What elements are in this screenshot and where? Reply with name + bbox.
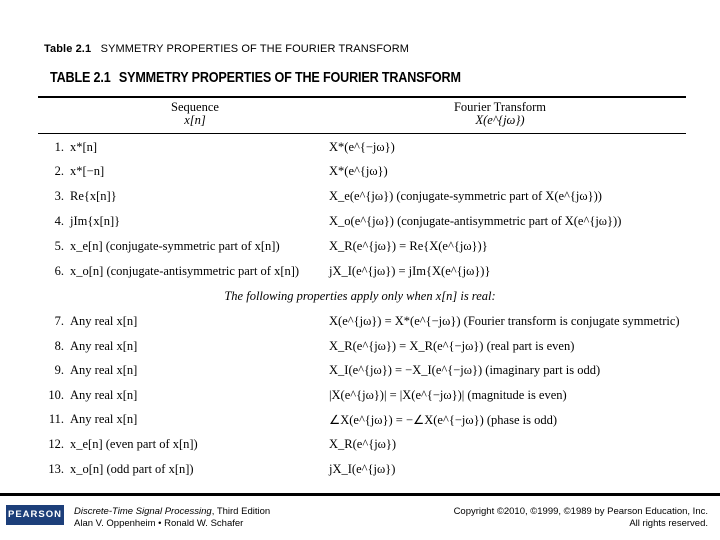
table-top-rule [38,96,686,98]
row-sequence: x*[n] [70,140,98,154]
row-transform: |X(e^{jω})| = |X(e^{−jω})| (magnitude is even) [329,388,567,402]
row-transform: X_R(e^{jω}) [329,437,397,451]
row-transform: X_R(e^{jω}) = X_R(e^{−jω}) (real part is even) [329,339,575,353]
book-title: Discrete-Time Signal Processing [74,506,212,517]
row-number: 10. [48,388,64,402]
rights-text: All rights reserved. [629,518,708,529]
row-sequence: Any real x[n] [70,363,138,377]
table-row [0,339,720,359]
column-header-sequence-label: Sequence [171,100,219,114]
row-transform: X_e(e^{jω}) (conjugate-symmetric part of X(e^{jω})) [329,189,602,203]
row-transform: X_R(e^{jω}) = Re{X(e^{jω})} [329,239,488,253]
slide-title-text: SYMMETRY PROPERTIES OF THE FOURIER TRANSFORM [100,43,410,55]
row-sequence: Any real x[n] [70,388,138,402]
row-transform: X_o(e^{jω}) (conjugate-antisymmetric part of X(e^{jω})) [329,214,622,228]
row-sequence: jIm{x[n]} [70,214,121,228]
column-header-sequence [150,101,240,127]
row-number: 12. [48,437,64,451]
row-number: 6. [54,264,64,278]
row-transform: jX_I(e^{jω}) [329,462,396,476]
footer-copyright [454,506,708,530]
row-sequence: Any real x[n] [70,314,138,328]
table-row [0,140,720,160]
column-header-transform-sub: X(e^{jω}) [475,113,525,127]
row-number: 13. [48,462,64,476]
column-header-sequence-sub: x[n] [184,113,206,127]
row-number: 1. [54,140,64,154]
column-header-transform-label: Fourier Transform [453,100,547,114]
table-row [0,314,720,334]
table-row [0,437,720,457]
table-row [0,214,720,234]
slide-title-prefix: Table 2.1 [44,43,92,55]
row-number: 9. [54,363,64,377]
row-transform: X*(e^{jω}) [329,164,388,178]
table-row [0,239,720,259]
row-number: 3. [54,189,64,203]
row-transform: X_I(e^{jω}) = −X_I(e^{−jω}) (imaginary part is odd) [329,363,601,377]
row-sequence: x_o[n] (odd part of x[n]) [70,462,194,476]
row-sequence: x_e[n] (conjugate-symmetric part of x[n]) [70,239,280,253]
row-sequence: x*[−n] [70,164,105,178]
publisher-logo: PEARSON [6,505,64,525]
row-transform: ∠X(e^{jω}) = −∠X(e^{−jω}) (phase is odd) [329,413,557,427]
table-header-rule [38,133,686,134]
row-number: 4. [54,214,64,228]
table-row [0,264,720,284]
table-row [0,388,720,408]
table-row [0,412,720,432]
table-number: TABLE 2.1 [50,69,111,86]
column-header-transform [430,101,570,127]
slide-title [44,43,409,55]
table-heading-text: SYMMETRY PROPERTIES OF THE FOURIER TRANSFORM [118,69,461,86]
book-edition: , Third Edition [211,506,271,517]
row-sequence: Re{x[n]} [70,189,117,203]
table-row [0,164,720,184]
row-number: 5. [54,239,64,253]
footer-book-info [74,506,270,530]
row-transform: X*(e^{−jω}) [329,140,395,154]
row-number: 2. [54,164,64,178]
row-sequence: Any real x[n] [70,339,138,353]
table-row [0,462,720,482]
book-authors: Alan V. Oppenheim • Ronald W. Schafer [74,518,244,529]
table-row [0,363,720,383]
row-number: 8. [54,339,64,353]
row-sequence: x_e[n] (even part of x[n]) [70,437,198,451]
row-transform: X(e^{jω}) = X*(e^{−jω}) (Fourier transform is conjugate symmetric) [329,314,680,328]
row-transform: jX_I(e^{jω}) = jIm{X(e^{jω})} [329,264,491,278]
copyright-text: Copyright ©2010, ©1999, ©1989 by Pearson Education, Inc. [453,506,708,517]
row-sequence: Any real x[n] [70,412,138,426]
table-heading [50,69,461,86]
row-sequence: x_o[n] (conjugate-antisymmetric part of x[n]) [70,264,300,278]
row-number: 7. [54,314,64,328]
footer-divider [0,493,720,496]
table-note: The following properties apply only when x[n] is real: [224,289,496,303]
row-number: 11. [48,412,64,426]
table-row [0,189,720,209]
